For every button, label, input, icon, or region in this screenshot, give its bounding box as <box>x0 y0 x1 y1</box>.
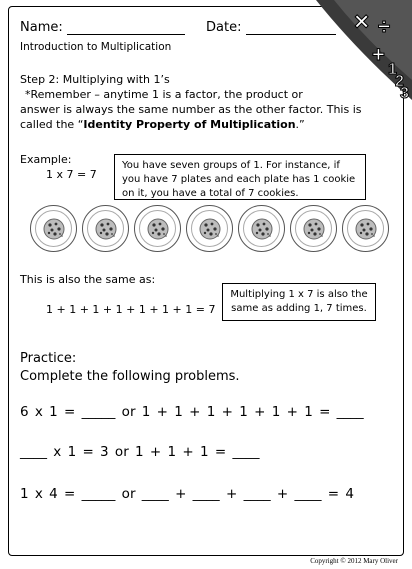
remember-line-3 <box>20 117 305 132</box>
svg-text:2: 2 <box>395 73 404 90</box>
remember-line-3-suffix: .” <box>295 118 305 131</box>
cookie-icon <box>295 210 332 247</box>
plate-with-cookie <box>342 205 389 252</box>
plate-with-cookie <box>30 205 77 252</box>
cookie-icon <box>191 210 228 247</box>
problem-1[interactable]: 6 x 1 = _____ or 1 + 1 + 1 + 1 + 1 + 1 = ____ <box>20 404 364 420</box>
math-symbols-corner-graphic <box>316 0 412 100</box>
example-explanation-box: You have seven groups of 1. For instance, if you have 7 plates and each plate has 1 cookie on it, you have a total of 7 cookies. <box>114 154 366 200</box>
page-subtitle: Introduction to Multiplication <box>20 41 172 53</box>
cookie-icon <box>347 210 384 247</box>
plate-with-cookie <box>82 205 129 252</box>
name-field <box>20 20 185 35</box>
addition-equation: 1 + 1 + 1 + 1 + 1 + 1 + 1 = 7 <box>46 303 216 316</box>
same-as-label: This is also the same as: <box>20 273 156 286</box>
name-label: Name: <box>20 20 63 35</box>
plate-with-cookie <box>186 205 233 252</box>
remember-line-1: *Remember – anytime 1 is a factor, the product or <box>25 88 303 101</box>
example-equation: 1 x 7 = 7 <box>46 168 97 181</box>
cookie-icon <box>243 210 280 247</box>
same-as-explanation-box: Multiplying 1 x 7 is also the same as adding 1, 7 times. <box>222 283 376 321</box>
identity-property-term: Identity Property of Multiplication <box>83 118 296 131</box>
plate-with-cookie <box>290 205 337 252</box>
practice-instructions: Complete the following problems. <box>20 369 240 384</box>
plate-with-cookie <box>238 205 285 252</box>
cookie-icon <box>87 210 124 247</box>
copyright-notice: Copyright © 2012 Mary Oliver <box>310 557 398 565</box>
date-label: Date: <box>206 20 242 35</box>
practice-title: Practice: <box>20 351 77 366</box>
problem-2[interactable]: ____ x 1 = 3 or 1 + 1 + 1 = ____ <box>20 444 260 460</box>
remember-line-2: answer is always the same number as the other factor. This is <box>20 103 362 116</box>
example-label: Example: <box>20 153 72 166</box>
remember-line-3-prefix: called the “ <box>20 118 84 131</box>
step-title: Step 2: Multiplying with 1’s <box>20 73 170 86</box>
plate-with-cookie <box>134 205 181 252</box>
plates-row <box>30 205 389 252</box>
svg-text:+: + <box>372 42 385 67</box>
svg-text:÷: ÷ <box>378 14 391 39</box>
problem-3[interactable]: 1 x 4 = _____ or ____ + ____ + ____ + ____ = 4 <box>20 486 354 502</box>
svg-text:1: 1 <box>388 61 397 78</box>
svg-text:3: 3 <box>400 85 409 100</box>
name-blank[interactable] <box>67 34 185 35</box>
date-field <box>206 20 336 35</box>
cookie-icon <box>139 210 176 247</box>
svg-text:×: × <box>354 6 370 36</box>
date-blank[interactable] <box>246 34 336 35</box>
cookie-icon <box>35 210 72 247</box>
